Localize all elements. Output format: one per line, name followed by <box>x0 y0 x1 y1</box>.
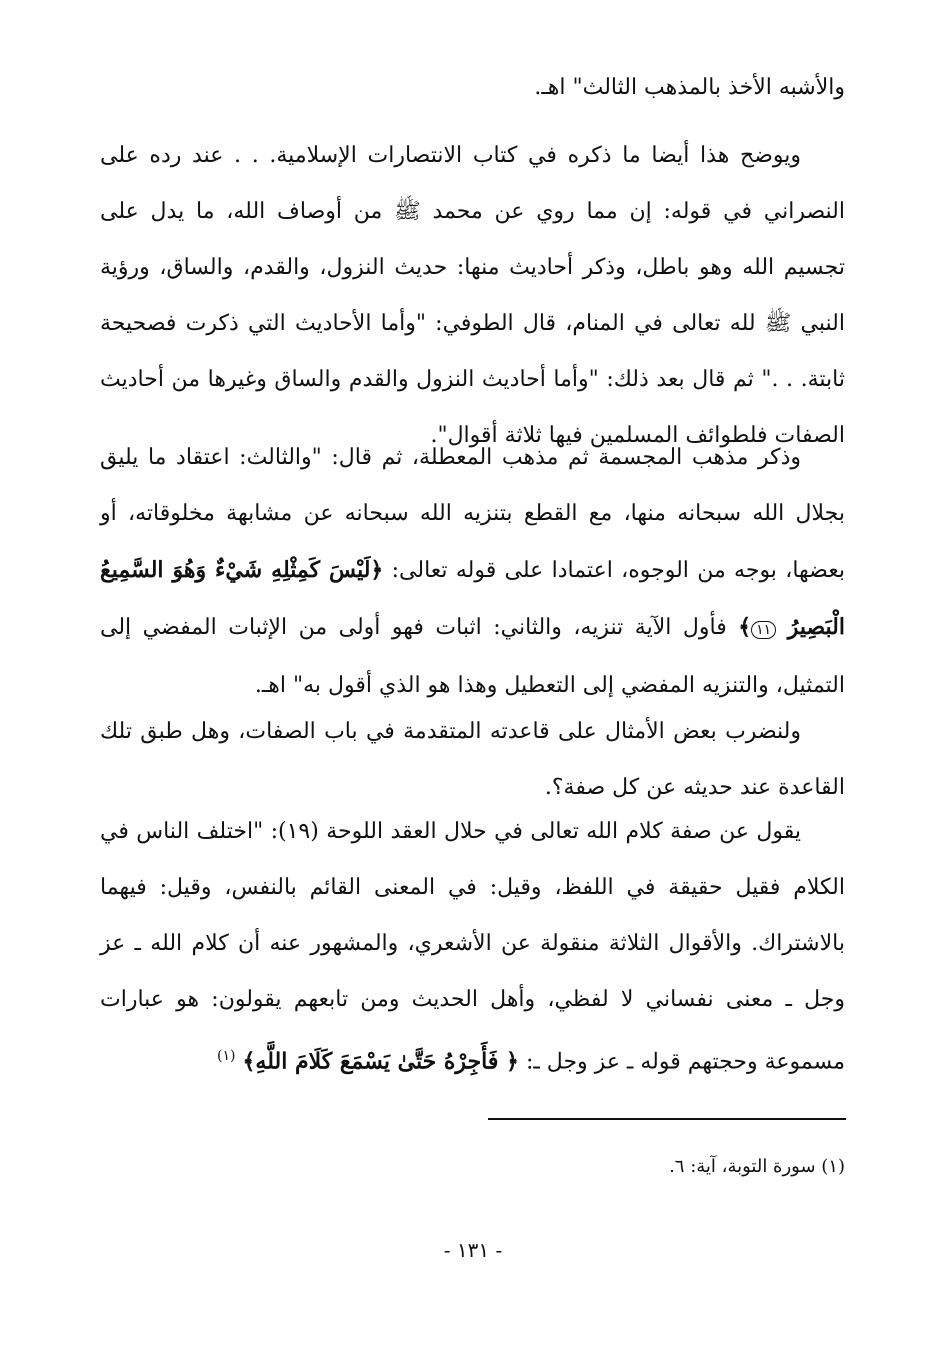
paragraph-text: والأشبه الأخذ بالمذهب الثالث" اهـ. <box>534 75 845 100</box>
paragraph-3 <box>100 430 845 714</box>
paragraph-4 <box>100 704 845 816</box>
paragraph-text: ويوضح هذا أيضا ما ذكره في كتاب الانتصارات الإسلامية. . . عند رده على النصراني في قوله: إن مما روي عن محمد ﷺ من أوصاف الله، ما يدل على تجسيم الله وهو باطل، وذكر أحاديث منها: حديث النزول، والقدم، والساق، ورؤية النبي ﷺ لله تعالى في المنام، قال الطوفي: "وأما الأحاديث التي ذكرت فصحيحة ثابتة. . ." ثم قال بعد ذلك: "وأما أحاديث النزول والقدم والساق وغيرها من أحاديث الصفات فلطوائف المسلمين فيها ثلاثة أقوال". <box>100 143 845 448</box>
quran-verse: ﴿لَيْسَ كَمِثْلِهِ شَيْءٌ وَهُوَ السَّمِيعُ الْبَصِيرُ <box>100 557 845 640</box>
quran-close-bracket: ﴾ <box>738 614 752 640</box>
paragraph-text <box>100 430 845 714</box>
paragraph-1 <box>100 60 845 116</box>
paragraph-5 <box>100 804 845 1090</box>
paragraph-text <box>100 804 845 1090</box>
verse-number-badge: ١١ <box>751 621 776 639</box>
page-number: - ١٣١ - <box>443 1238 503 1262</box>
paragraph-text: ولنضرب بعض الأمثال على قاعدته المتقدمة في باب الصفات، وهل طبق تلك القاعدة عند حديثه عن كل صفة؟. <box>100 719 845 800</box>
paragraph-2 <box>100 128 845 464</box>
footnote: (١) سورة التوبة، آية: ٦. <box>669 1156 845 1177</box>
quran-verse: ﴿ فَأَجِرْهُ حَتَّىٰ يَسْمَعَ كَلَامَ اللَّهِ﴾ <box>242 1048 519 1075</box>
footnote-divider <box>488 1118 846 1120</box>
paragraph-text-before: وذكر مذهب المجسمة ثم مذهب المعطلة، ثم قال: "والثالث: اعتقاد ما يليق بجلال الله سبحانه منها، مع القطع بتنزيه الله سبحانه عن مشابهة مخلوقاته، أو بعضها، بوجه من الوجوه، اعتمادا على قوله تعالى: <box>100 445 845 583</box>
paragraph-text-before: يقول عن صفة كلام الله تعالى في حلال العقد اللوحة (١٩): "اختلف الناس في الكلام فقيل حقيقة في اللفظ، وقيل: في المعنى القائم بالنفس، وقيل: فيهما بالاشتراك. والأقوال الثلاثة منقولة عن الأشعري، والمشهور عنه أن كلام الله ـ عز وجل ـ معنى نفساني لا لفظي، وأهل الحديث ومن تابعهم يقولون: هو عبارات مسموعة وحجتهم قوله ـ عز وجل ـ: <box>100 819 845 1075</box>
footnote-reference: (١) <box>217 1048 236 1064</box>
paragraph-text-after: فأول الآية تنزيه، والثاني: اثبات فهو أولى من الإثبات المفضي إلى التمثيل، والتنزيه المفضي إلى التعطيل وهذا هو الذي أقول به" اهـ. <box>100 615 845 698</box>
